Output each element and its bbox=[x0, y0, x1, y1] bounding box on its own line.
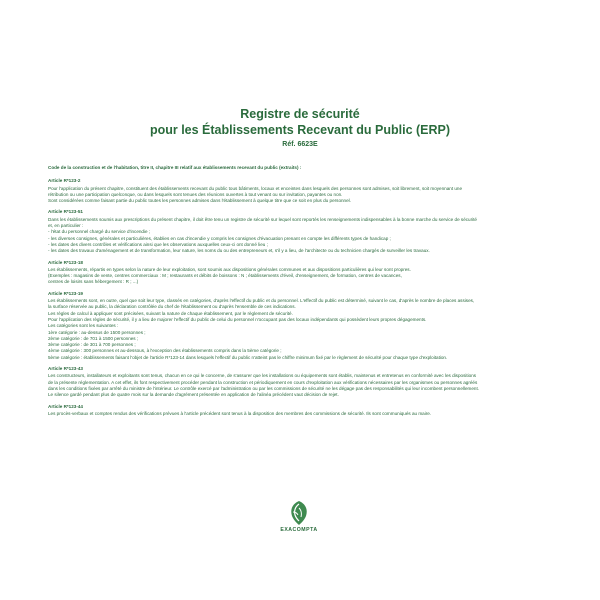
article-line: - l'état du personnel chargé du service d'incendie ; bbox=[48, 229, 151, 235]
article-line: de la présente réglementation. A cet effet, ils font respectivement procéder pendant la construction et périodiquement en cours d'exploitation aux vérifications nécessaires par les organismes ou personnes agréés bbox=[48, 379, 478, 385]
brand-logo bbox=[264, 500, 334, 533]
article-section bbox=[48, 260, 566, 286]
title-block bbox=[0, 106, 600, 151]
article-title: Article R*123-2 bbox=[48, 178, 81, 184]
article-line: Dans les établissements soumis aux prescriptions du présent chapitre, il doit être tenu un registre de sécurité sur lequel sont reportés les renseignements indispensables à la bonne marche du service de sécurité bbox=[48, 216, 477, 222]
article-line: - les dates des divers contrôles et vérifications ainsi que les observations auxquelles ceux-ci ont donné lieu ; bbox=[48, 241, 268, 247]
article-line: 2ème catégorie : de 701 à 1500 personnes ; bbox=[48, 335, 139, 341]
article-line: centres de loisirs sans hébergement : R ; ...) bbox=[48, 279, 139, 285]
article-section bbox=[48, 366, 566, 398]
article-line: Les catégories sont les suivantes : bbox=[48, 323, 119, 329]
article-section bbox=[48, 178, 566, 204]
article-line: Sont considérées comme faisant partie du public toutes les personnes admises dans l'établissement à quelque titre que ce soit en plus du personnel. bbox=[48, 198, 351, 204]
article-line: 4ème catégorie : 300 personnes et au-dessous, à l'exception des établissements compris dans la 5ème catégorie ; bbox=[48, 348, 282, 354]
article-line: dans les conditions fixées par arrêté du ministre de l'intérieur. Le contrôle exercé par l'administration ou par les commissions de sécurité ne les dégage pas des responsabilités qui leur incombent personnellement. bbox=[48, 385, 479, 391]
article-section bbox=[48, 404, 566, 418]
article-line: Les règles de calcul à appliquer sont précisées, suivant la nature de chaque établissement, par le règlement de sécurité. bbox=[48, 310, 293, 316]
article-line: - les dates des travaux d'aménagement et de transformation, leur nature, les noms du ou des entrepreneurs et, s'il y a lieu, de l'architecte ou du technicien chargés de surveiller les travaux. bbox=[48, 248, 430, 254]
article-line: Le silence gardé pendant plus de quatre mois sur la demande d'agrément présentée en application de l'alinéa précédent vaut décision de rejet. bbox=[48, 392, 339, 398]
article-line: - les diverses consignes, générales et particulières, établies en cas d'incendie y compris les consignes d'évacuation prenant en compte les différents types de handicap ; bbox=[48, 235, 391, 241]
page-title-line2: pour les Établissements Recevant du Public (ERP) bbox=[149, 123, 451, 137]
article-title: Article R*123-18 bbox=[48, 259, 83, 265]
article-line: 1ère catégorie : au-dessus de 1500 personnes ; bbox=[48, 329, 146, 335]
article-line: Les constructeurs, installateurs et exploitants sont tenus, chacun en ce qui le concerne, de s'assurer que les installations ou équipements sont établis, maintenus et entretenus en conformité avec les dispositions bbox=[48, 373, 477, 379]
article-line: 5ème catégorie : établissements faisant l'objet de l'article R*123-14 dans lesquels l'effectif du public n'atteint pas le chiffre minimum fixé par le règlement de sécurité pour chaque type d'exploitation. bbox=[48, 354, 448, 360]
exacompta-leaf-logo-icon bbox=[288, 500, 310, 526]
article-title: Article R*123-43 bbox=[48, 366, 83, 372]
article-line: (Exemples : magasins de vente, centres commerciaux : M ; restaurants et débits de boissons : N ; établissements d'éveil, d'enseignement, de formation, centres de vacances, bbox=[48, 273, 402, 279]
article-line: Les procès-verbaux et comptes rendus des vérifications prévues à l'article précédent sont tenus à la disposition des membres des commissions de sécurité. Ils sont communiqués au maire. bbox=[48, 410, 432, 416]
article-line: rétribution ou une participation quelconque, ou dans lesquels sont tenues des réunions ouvertes à tout venant ou sur invitation, payantes ou non. bbox=[48, 191, 343, 197]
page-title-line1: Registre de sécurité bbox=[240, 107, 360, 121]
articles-list bbox=[48, 178, 566, 417]
article-line: Pour l'application des règles de sécurité, il y a lieu de majorer l'effectif du public de celui du personnel n'occupant pas des locaux indépendants qui possèdent leurs propres dégagements. bbox=[48, 316, 427, 322]
article-title: Article R*123-19 bbox=[48, 290, 83, 296]
article-title: Article R*123-51 bbox=[48, 209, 83, 215]
article-title: Article R*123-44 bbox=[48, 403, 83, 409]
intro-text: Code de la construction et de l'habitation, titre II, chapitre III relatif aux établissements recevant du public (extraits) : bbox=[48, 165, 302, 170]
article-line: Les établissements, répartis en types selon la nature de leur exploitation, sont soumis aux dispositions générales communes et aux dispositions particulières qui leur sont propres. bbox=[48, 266, 411, 272]
article-line: 3ème catégorie : de 301 à 700 personnes ; bbox=[48, 342, 136, 348]
legal-text bbox=[48, 165, 566, 422]
article-line: la surface réservée au public, la déclaration contrôlée du chef de l'établissement ou d'après l'ensemble de ces indications. bbox=[48, 304, 296, 310]
logo-text: EXACOMPTA bbox=[280, 527, 318, 533]
article-line: Pour l'application du présent chapitre, constituent des établissements recevant du public tous bâtiments, locaux et enceintes dans lesquels des personnes sont admises, soit librement, soit moyennant une bbox=[48, 185, 463, 191]
reference-number: Réf. 6623E bbox=[282, 141, 318, 148]
article-line: et, en particulier : bbox=[48, 223, 84, 229]
article-section bbox=[48, 209, 566, 254]
article-line: Les établissements sont, en outre, quel que soit leur type, classés en catégories, d'après l'effectif du public et du personnel. L'effectif du public est déterminé, suivant le cas, d'après le nombre de places assises, bbox=[48, 298, 475, 304]
article-section bbox=[48, 291, 566, 361]
